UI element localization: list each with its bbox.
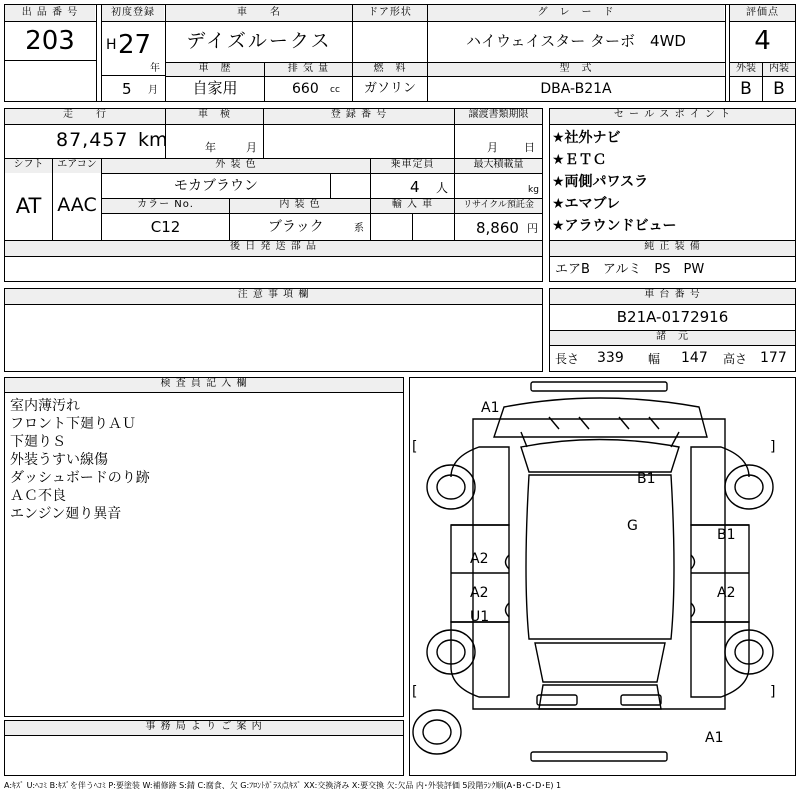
length-label: 長さ <box>555 352 580 366</box>
ext-grade: B <box>740 79 752 99</box>
inspection-label: 車 検 <box>166 109 263 124</box>
inspector-label: 検 査 員 記 入 欄 <box>5 378 403 392</box>
score-label: 評価点 <box>730 5 795 21</box>
damage-mark: A2 <box>470 551 489 567</box>
dims-label: 諸 元 <box>550 331 795 345</box>
max-load-label: 最大積載量 <box>455 159 542 173</box>
damage-mark: A1 <box>481 400 500 416</box>
color-label: 外 装 色 <box>102 159 370 173</box>
grade: ハイウェイスター ターボ 4WD <box>466 32 686 50</box>
month-unit: 月 <box>148 85 158 96</box>
later-parts-label: 後 日 発 送 部 品 <box>5 241 542 256</box>
grade-label: グ レ ー ド <box>428 5 724 21</box>
disp-label: 排 気 量 <box>265 63 352 76</box>
ac: AAC <box>57 194 97 216</box>
int-label: 内装 <box>763 63 795 76</box>
inspector-note: フロント下廻りＡＵ <box>10 416 136 432</box>
capacity-unit: 人 <box>436 181 449 195</box>
mileage-label: 走 行 <box>5 109 165 124</box>
plate-label: 登 録 番 号 <box>264 109 454 124</box>
inspector-note: 外装うすい線傷 <box>10 452 108 468</box>
bracket-left: [ <box>412 684 418 700</box>
damage-mark: B1 <box>637 471 656 487</box>
lot-number: 203 <box>25 26 75 56</box>
legend: A:ｷｽﾞ U:ﾍｺﾐ B:ｷｽﾞを伴うﾍｺﾐ P:要塗装 W:補修跡 S:錆 C:腐食、欠 G:ﾌﾛﾝﾄｶﾞﾗｽ点ｷｽﾞ XX:交換済み X:要交換 欠:欠品 内･外装評価 5段階ﾗﾝｸ順(A･B･C･D･E) 1 <box>4 781 562 790</box>
year: 27 <box>118 30 152 60</box>
year-unit: 年 <box>150 63 160 74</box>
sales-point-item: ★エマブレ <box>552 196 620 212</box>
damage-mark: G <box>627 518 638 534</box>
fuel-label: 燃 料 <box>353 63 427 76</box>
name-label: 車 名 <box>166 5 352 21</box>
disp-unit: cc <box>330 85 340 95</box>
recycle-label: リサイクル預託金 <box>455 199 542 213</box>
door-label: ドア形状 <box>353 5 427 21</box>
inspector-note: ＡＣ不良 <box>10 488 66 504</box>
insp-year-unit: 年 <box>205 141 216 154</box>
ac-label: エアコン <box>53 159 101 173</box>
recycle-fee: 8,860 <box>476 219 519 237</box>
transfer-label: 譲渡書類期限 <box>455 109 542 124</box>
recycle-unit: 円 <box>527 222 538 235</box>
transfer-day-unit: 日 <box>524 141 535 154</box>
color-no-label: カラー No. <box>102 199 229 213</box>
insp-month-unit: 月 <box>246 141 257 154</box>
model: DBA-B21A <box>540 81 612 97</box>
sales-point-item: ★両側パワスラ <box>552 174 649 190</box>
height-label: 高さ <box>723 352 748 366</box>
capacity: 4 <box>410 178 420 196</box>
width-label: 幅 <box>648 352 661 366</box>
sales-points-label: セ ー ル ス ポ イ ン ト <box>550 109 795 124</box>
damage-mark: A1 <box>705 730 724 746</box>
length: 339 <box>597 350 624 366</box>
inspector-note: 室内薄汚れ <box>10 398 80 414</box>
chassis-label: 車 台 番 号 <box>550 289 795 304</box>
month: 5 <box>122 80 132 98</box>
equipment-label: 純 正 装 備 <box>550 241 795 256</box>
inspector-note: ダッシュボードのり跡 <box>10 470 150 486</box>
inspector-note: 下廻りＳ <box>10 434 66 450</box>
import-label: 輸 入 車 <box>371 199 454 213</box>
mileage-unit: km <box>138 129 168 151</box>
height: 177 <box>760 350 787 366</box>
capacity-label: 乗車定員 <box>371 159 454 173</box>
sales-point-item: ★社外ナビ <box>552 130 621 146</box>
max-load-unit: kg <box>528 185 539 195</box>
width: 147 <box>681 350 708 366</box>
shift: AT <box>15 194 42 218</box>
damage-mark: U1 <box>470 609 490 625</box>
car-outline <box>409 377 796 776</box>
era: H <box>106 37 117 53</box>
model-label: 型 式 <box>428 63 724 76</box>
lot-label: 出 品 番 号 <box>5 5 95 21</box>
displacement: 660 <box>292 81 319 97</box>
chassis-number: B21A-0172916 <box>616 308 729 326</box>
color-no: C12 <box>150 218 181 236</box>
sales-point-item: ★ＥＴＣ <box>552 152 607 168</box>
history: 自家用 <box>192 79 238 97</box>
fuel: ガソリン <box>363 81 416 96</box>
score: 4 <box>754 26 771 56</box>
int-color-unit: 系 <box>354 223 364 234</box>
caution-label: 注 意 事 項 欄 <box>5 289 542 304</box>
int-color-label: 内 装 色 <box>230 199 370 213</box>
exterior-color: モカブラウン <box>174 178 258 194</box>
office-label: 事 務 局 よ り ご 案 内 <box>5 721 403 735</box>
ext-label: 外装 <box>730 63 762 76</box>
transfer-month-unit: 月 <box>487 141 498 154</box>
equipment: エアB アルミ PS PW <box>555 262 705 277</box>
bracket-left: [ <box>412 439 418 455</box>
shift-label: シフト <box>5 159 52 173</box>
damage-mark: B1 <box>717 527 736 543</box>
bracket-right: ] <box>770 439 776 455</box>
car-name: デイズルークス <box>186 30 332 52</box>
bracket-right: ] <box>770 684 776 700</box>
damage-mark: A2 <box>717 585 736 601</box>
damage-mark: A2 <box>470 585 489 601</box>
int-grade: B <box>773 79 785 99</box>
inspector-note: エンジン廻り異音 <box>10 506 122 522</box>
interior-color: ブラック <box>268 219 324 235</box>
mileage: 87,457 <box>56 129 129 151</box>
history-label: 車 歴 <box>166 63 264 76</box>
first-reg-label: 初度登録 <box>102 5 164 21</box>
sales-point-item: ★アラウンドビュー <box>552 218 677 234</box>
